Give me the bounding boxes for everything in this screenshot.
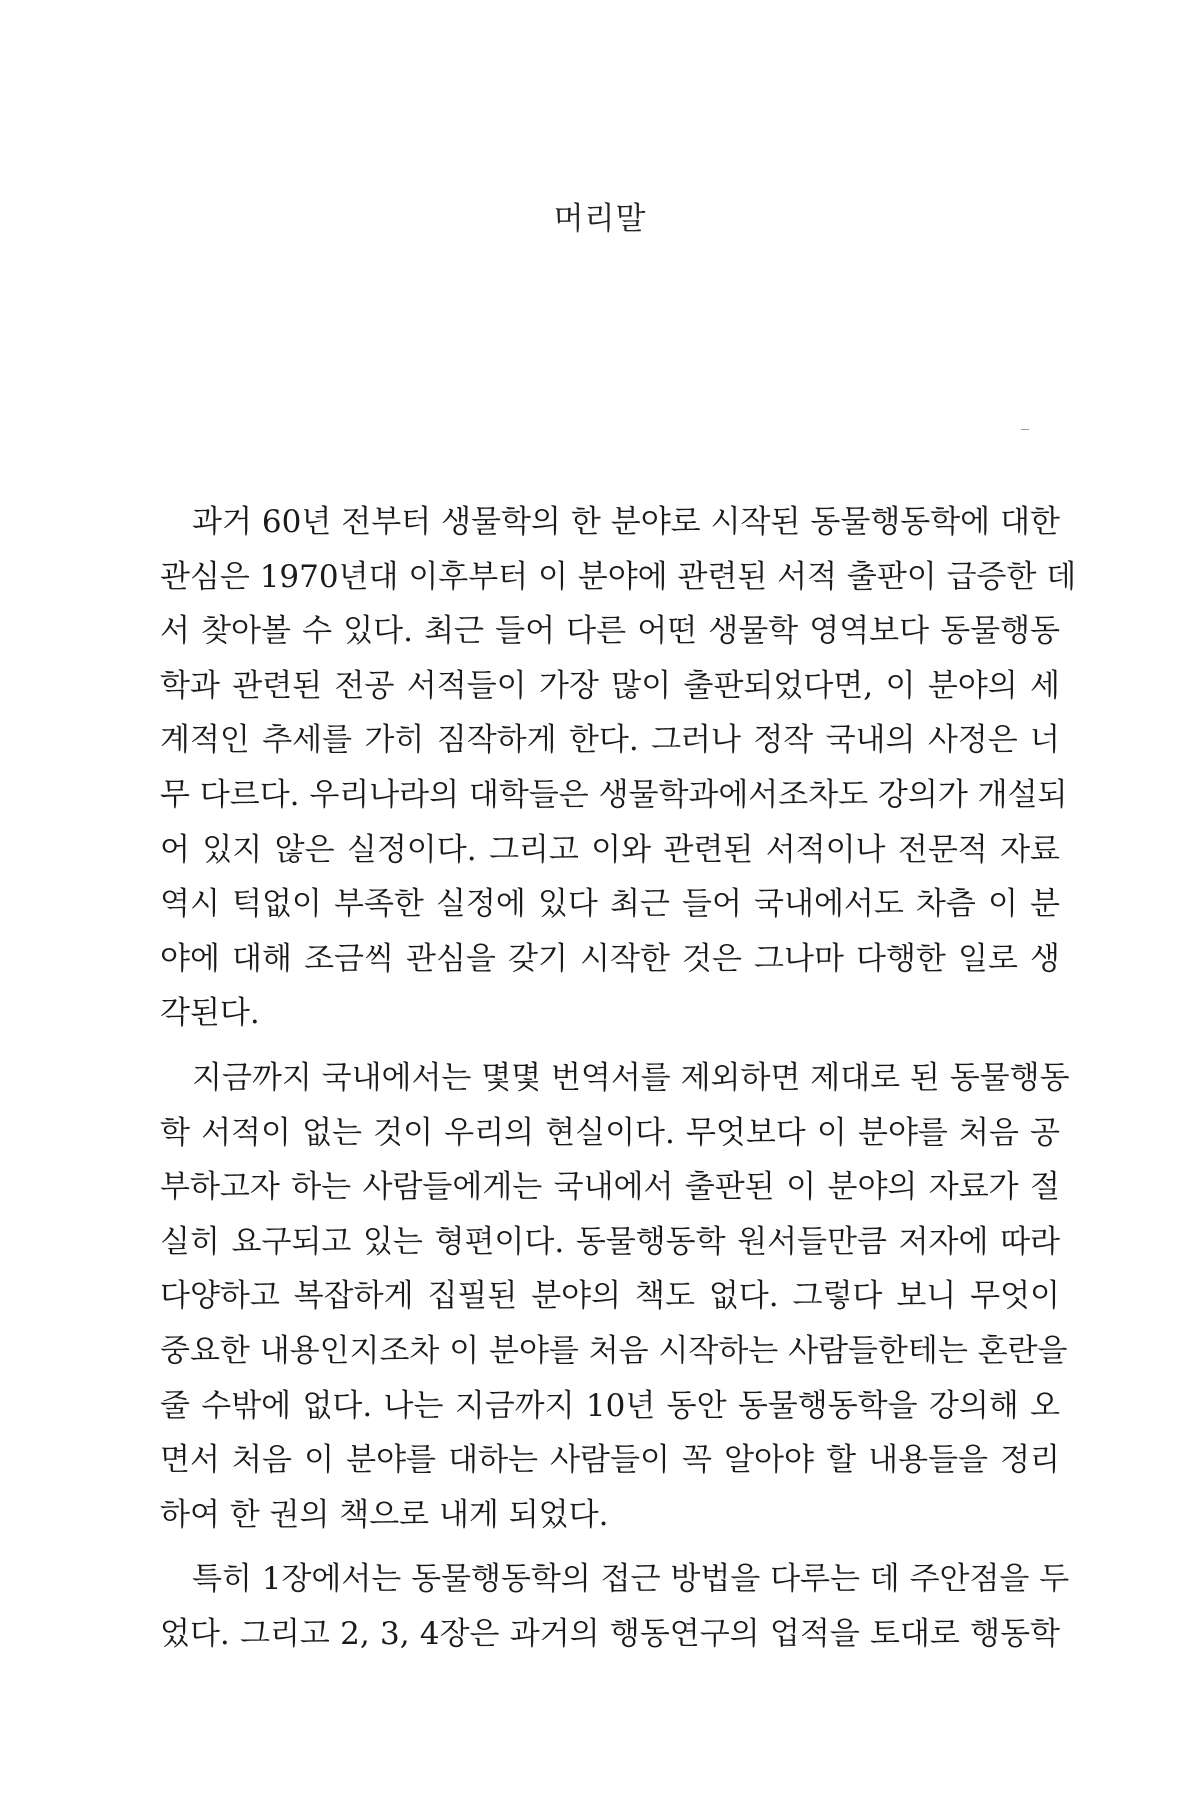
text-line: 지금까지 국내에서는 몇몇 번역서를 제외하면 제대로 된 동물행동 (192, 1059, 1070, 1096)
paragraph (160, 1051, 1070, 1542)
paragraph (160, 1552, 1070, 1661)
text-line: 부하고자 하는 사람들에게는 국내에서 출판된 이 분야의 자료가 절 (160, 1169, 1060, 1206)
stray-mark (1021, 429, 1029, 430)
text-line: 과거 60년 전부터 생물학의 한 분야로 시작된 동물행동학에 대한 (192, 504, 1060, 540)
text-line: 학 서적이 없는 것이 우리의 현실이다. 무엇보다 이 분야를 처음 공 (160, 1114, 1060, 1151)
text-line: 관심은 1970년대 이후부터 이 분야에 관련된 서적 출판이 급증한 데 (160, 558, 1077, 595)
page-title: 머리말 (553, 201, 647, 237)
body-text (160, 495, 1077, 1661)
text-line: 계적인 추세를 가히 짐작하게 한다. 그러나 정작 국내의 사정은 너 (160, 722, 1060, 759)
text-line: 실히 요구되고 있는 형편이다. 동물행동학 원서들만큼 저자에 따라 (160, 1223, 1060, 1260)
text-line: 어 있지 않은 실정이다. 그리고 이와 관련된 서적이나 전문적 자료 (160, 831, 1060, 868)
text-line: 중요한 내용인지조차 이 분야를 처음 시작하는 사람들한테는 혼란을 (160, 1332, 1068, 1369)
text-line: 무 다르다. 우리나라의 대학들은 생물학과에서조차도 강의가 개설되 (160, 776, 1068, 813)
text-line: 학과 관련된 전공 서적들이 가장 많이 출판되었다면, 이 분야의 세 (160, 667, 1060, 704)
text-line: 역시 턱없이 부족한 실정에 있다 최근 들어 국내에서도 차츰 이 분 (160, 886, 1060, 923)
text-line: 특히 1장에서는 동물행동학의 접근 방법을 다루는 데 주안점을 두 (192, 1561, 1070, 1598)
text-line: 줄 수밖에 없다. 나는 지금까지 10년 동안 동물행동학을 강의해 오 (160, 1387, 1060, 1424)
text-line: 다양하고 복잡하게 집필된 분야의 책도 없다. 그렇다 보니 무엇이 (160, 1278, 1060, 1315)
text-line: 각된다. (160, 995, 260, 1032)
paragraph (160, 495, 1077, 1041)
text-line: 서 찾아볼 수 있다. 최근 들어 다른 어떤 생물학 영역보다 동물행동 (160, 613, 1060, 650)
text-line: 야에 대해 조금씩 관심을 갖기 시작한 것은 그나마 다행한 일로 생 (160, 940, 1060, 977)
text-line: 었다. 그리고 2, 3, 4장은 과거의 행동연구의 업적을 토대로 행동학 (160, 1615, 1060, 1652)
text-line: 하여 한 권의 책으로 내게 되었다. (160, 1496, 609, 1533)
text-line: 면서 처음 이 분야를 대하는 사람들이 꼭 알아야 할 내용들을 정리 (160, 1442, 1060, 1479)
